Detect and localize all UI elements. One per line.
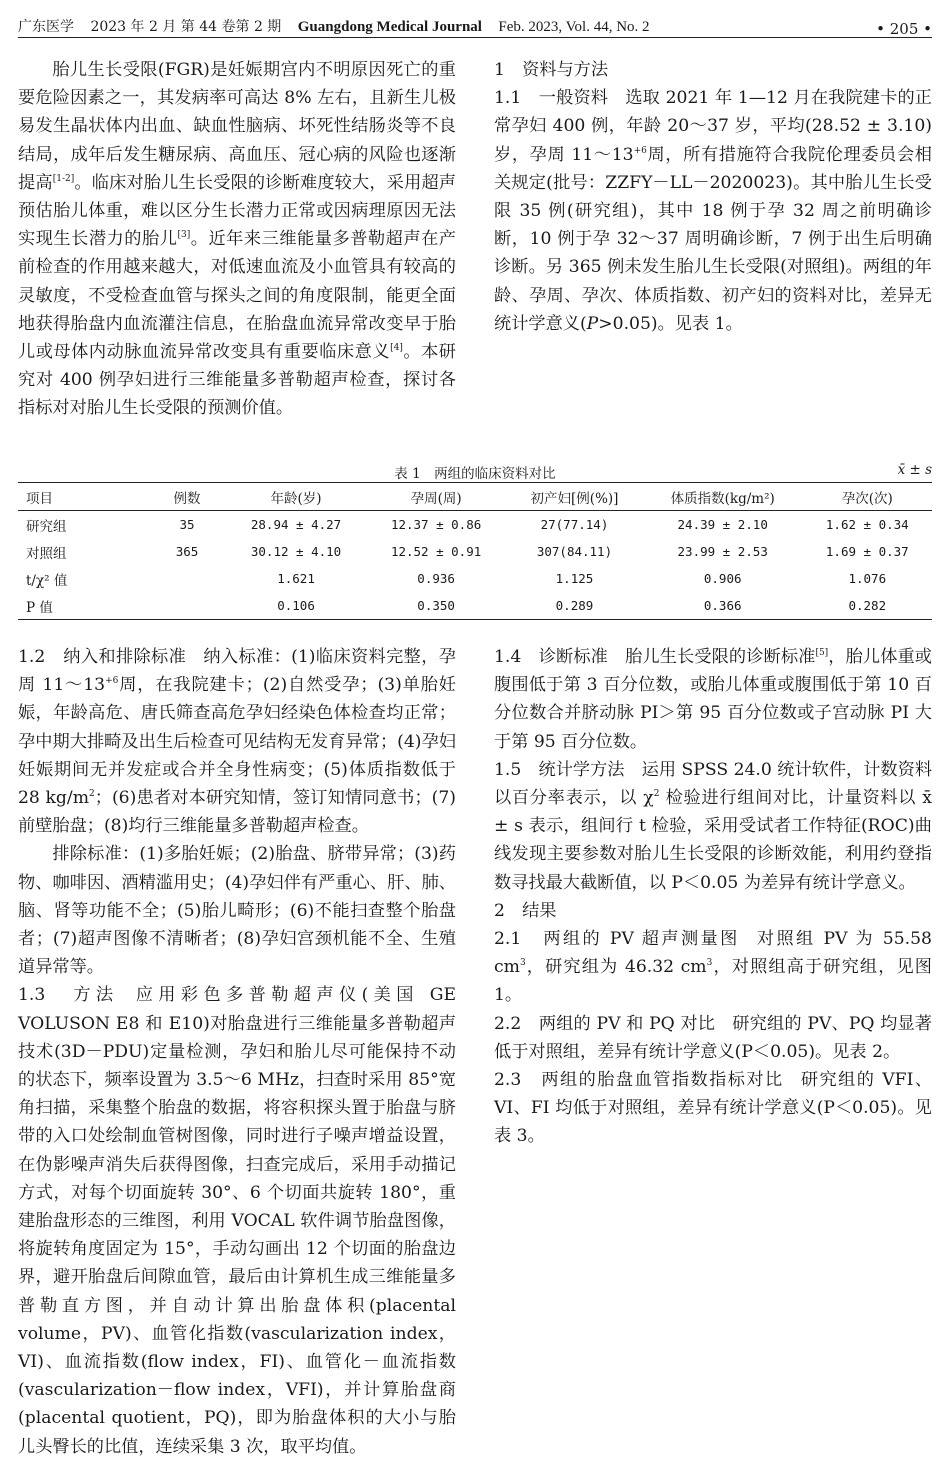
section-2-title: 2 结果	[494, 900, 557, 921]
col-header: 年龄(岁)	[270, 490, 322, 507]
col-header: 体质指数(kg/m²)	[670, 490, 775, 507]
table-stat-label: x̄ ± s	[897, 462, 932, 478]
running-header	[18, 12, 932, 38]
section-1-2: 1.2 纳入和排除标准 纳入标准：(1)临床资料完整，孕周 $11\sim 13^{+6}$周，在我院建卡；(2)自然受孕；(3)单胎妊娠，年龄高危、唐氏筛查高危孕妇经染色体检查均正常；孕中期大排畸及出生后检查可见结构无发育异常；(4)孕妇妊娠期间无并发症或合并全身性病变；(5)体质指数低于 28 $kg/m^2$；(6)患者对本研究知情，签订知情同意书；(7)前壁胎盘；(8)均行三维能量多普勒超声检查。	[18, 647, 456, 837]
journal-name-en: Guangdong Medical Journal	[297, 19, 482, 35]
intro-paragraph: 胎儿生长受限(FGR)是妊娠期宫内不明原因死亡的重要危险因素之一，其发病率可高达 8% 左右，且新生儿极易发生晶状体内出血、缺血性脑病、坏死性结肠炎等不良结局，成年后发生糖尿病、高血压、冠心病的风险也逐渐提高[1-2]。临床对胎儿生长受限的诊断难度较大，采用超声预估胎儿体重，难以区分生长潜力正常或因病理原因无法实现生长潜力的胎儿[3]。近年来三维能量多普勒超声在产前检查的作用越来越大，对低速血流及小血管具有较高的灵敏度，不受检查血管与探头之间的角度限制，能更全面地获得胎盘内血流灌注信息，在胎盘血流异常改变早于胎儿或母体内动脉血流异常改变具有重要临床意义[4]。本研究对 400 例孕妇进行三维能量多普勒超声检查，探讨各指标对对胎儿生长受限的预测价值。	[18, 60, 456, 419]
exclusion-criteria: 排除标准：(1)多胎妊娠；(2)胎盘、脐带异常；(3)药物、咖啡因、酒精滥用史；(4)孕妇伴有严重心、肝、肺、脑、肾等功能不全；(5)胎儿畸形；(6)不能扫查整个胎盘者；(7)超声图像不清晰者；(8)孕妇宫颈机能不全、生殖道异常等。	[18, 844, 456, 978]
journal-name-cn: 广东医学	[18, 19, 74, 35]
left-column-bottom	[18, 643, 456, 1461]
section-1-title: 1 资料与方法	[494, 60, 609, 80]
issue-en: Feb. 2023, Vol. 44, No. 2	[498, 19, 650, 35]
section-1-3-method: 1.3 方法 应用彩色多普勒超声仪(美国 GE VOLUSON E8 和 E10)对胎盘进行三维能量多普勒超声技术(3D－PDU)定量检测，孕妇和胎儿尽可能保持不动的状态下，频率设置为 3.5～6 MHz，扫查时采用 85°宽角扫描，采集整个胎盘的数据，将容积探头置于胎盘与脐带的入口处绘制血管树图像，同时进行子噪声增益设置，在伪影噪声消失后获得图像，扫查完成后，采用手动描记方式，对每个切面旋转 30°、6 个切面共旋转 180°，重建胎盘形态的三维图，利用 VOCAL 软件调节胎盘图像，将旋转角度固定为 15°，手动勾画出 12 个切面的胎盘边界，避开胎盘后间隙血管，最后由计算机生成三维能量多普勒直方图，并自动计算出胎盘体积(placental volume，PV)、血管化指数(vascularization index，VI)、血流指数(flow index，FI)、血管化－血流指数(vascularization－flow index，VFI)，并计算胎盘商(placental quotient，PQ)，即为胎盘体积的大小与胎儿头臀长的比值，连续采集 3 次，取平均值。	[18, 985, 456, 1457]
table-1	[18, 460, 932, 620]
col-header: 项目	[26, 490, 53, 507]
clinical-data-table	[18, 482, 932, 620]
col-header: 例数	[173, 490, 201, 507]
section-2-3: 2.3 两组的胎盘血管指数指标对比 研究组的 VFI、VI、FI 均低于对照组，差异有统计学意义(P＜0.05)。见表 3。	[494, 1070, 933, 1147]
table-row: P 值 0.106 0.350 0.289 0.366 0.282	[18, 592, 932, 620]
section-1-4: 1.4 诊断标准 胎儿生长受限的诊断标准[5]，胎儿体重或腹围低于第 3 百分位数，或胎儿体重或腹围低于第 10 百分位数合并脐动脉 PI＞第 95 百分位数或子宫动脉 PI 大于第 95 百分位数。	[494, 647, 932, 752]
col-header: 孕周(周)	[410, 490, 462, 507]
section-1-1: 1.1 一般资料 选取 2021 年 1—12 月在我院建卡的正常孕妇 400 例，年龄 20～37 岁，平均(28.52 ± 3.10)岁，孕周 $11\sim 13^{+6}$周，所有措施符合我院伦理委员会相关规定(批号：ZZFY－LL－2020023)。其中胎儿生长受限 35 例(研究组)，其中 18 例于孕 32 周之前明确诊断，10 例于孕 32～37 周明确诊断，7 例于出生后明确诊断。另 365 例未发生胎儿生长受限(对照组)。两组的年龄、孕周、孕次、体质指数、初产妇的资料对比，差异无统计学意义(P>0.05)。见表 1。	[494, 88, 932, 334]
section-2-2: 2.2 两组的 PV 和 PQ 对比 研究组的 PV、PQ 均显著低于对照组，差异有统计学意义(P＜0.05)。见表 2。	[494, 1013, 932, 1062]
col-header: 孕次(次)	[841, 490, 893, 507]
right-column-top	[494, 56, 932, 338]
right-column-bottom	[494, 643, 932, 1151]
issue-cn: 2023 年 2 月 第 44 卷第 2 期	[90, 19, 282, 35]
header-rule	[18, 37, 932, 38]
table-header-row	[18, 483, 932, 511]
table-row: 对照组 365 30.12 ± 4.10 12.52 ± 0.91 307(84.11) 23.99 ± 2.53 1.69 ± 0.37	[26, 544, 909, 562]
section-2-1: 2.1 两组的 PV 超声测量图 对照组 PV 为 55.58 $cm^3$，研究组为 46.32 $cm^3$，对照组高于研究组，见图 1。	[494, 929, 932, 1006]
table-row: 研究组 35 28.94 ± 4.27 12.37 ± 0.86 27(77.14) 24.39 ± 2.10 1.62 ± 0.34	[26, 517, 909, 535]
left-column-top	[18, 56, 456, 423]
table-row: t/χ² 值 1.621 0.936 1.125 0.906 1.076	[26, 571, 887, 589]
col-header: 初产妇[例(%)]	[530, 490, 619, 507]
page-number: • 205 •	[876, 20, 932, 38]
section-1-5: 1.5 统计学方法 运用 SPSS 24.0 统计软件，计数资料以百分率表示，以 $\chi^2$ 检验进行组间对比，计量资料以 x̄ ± s 表示，组间行 t 检验，采用受试者工作特征(ROC)曲线发现主要参数对胎儿生长受限的诊断效能，利用约登指数寻找最大截断值，以 P＜0.05 为差异有统计学意义。	[494, 759, 933, 893]
table-caption: 表 1 两组的临床资料对比 x̄ ± s	[394, 462, 932, 482]
